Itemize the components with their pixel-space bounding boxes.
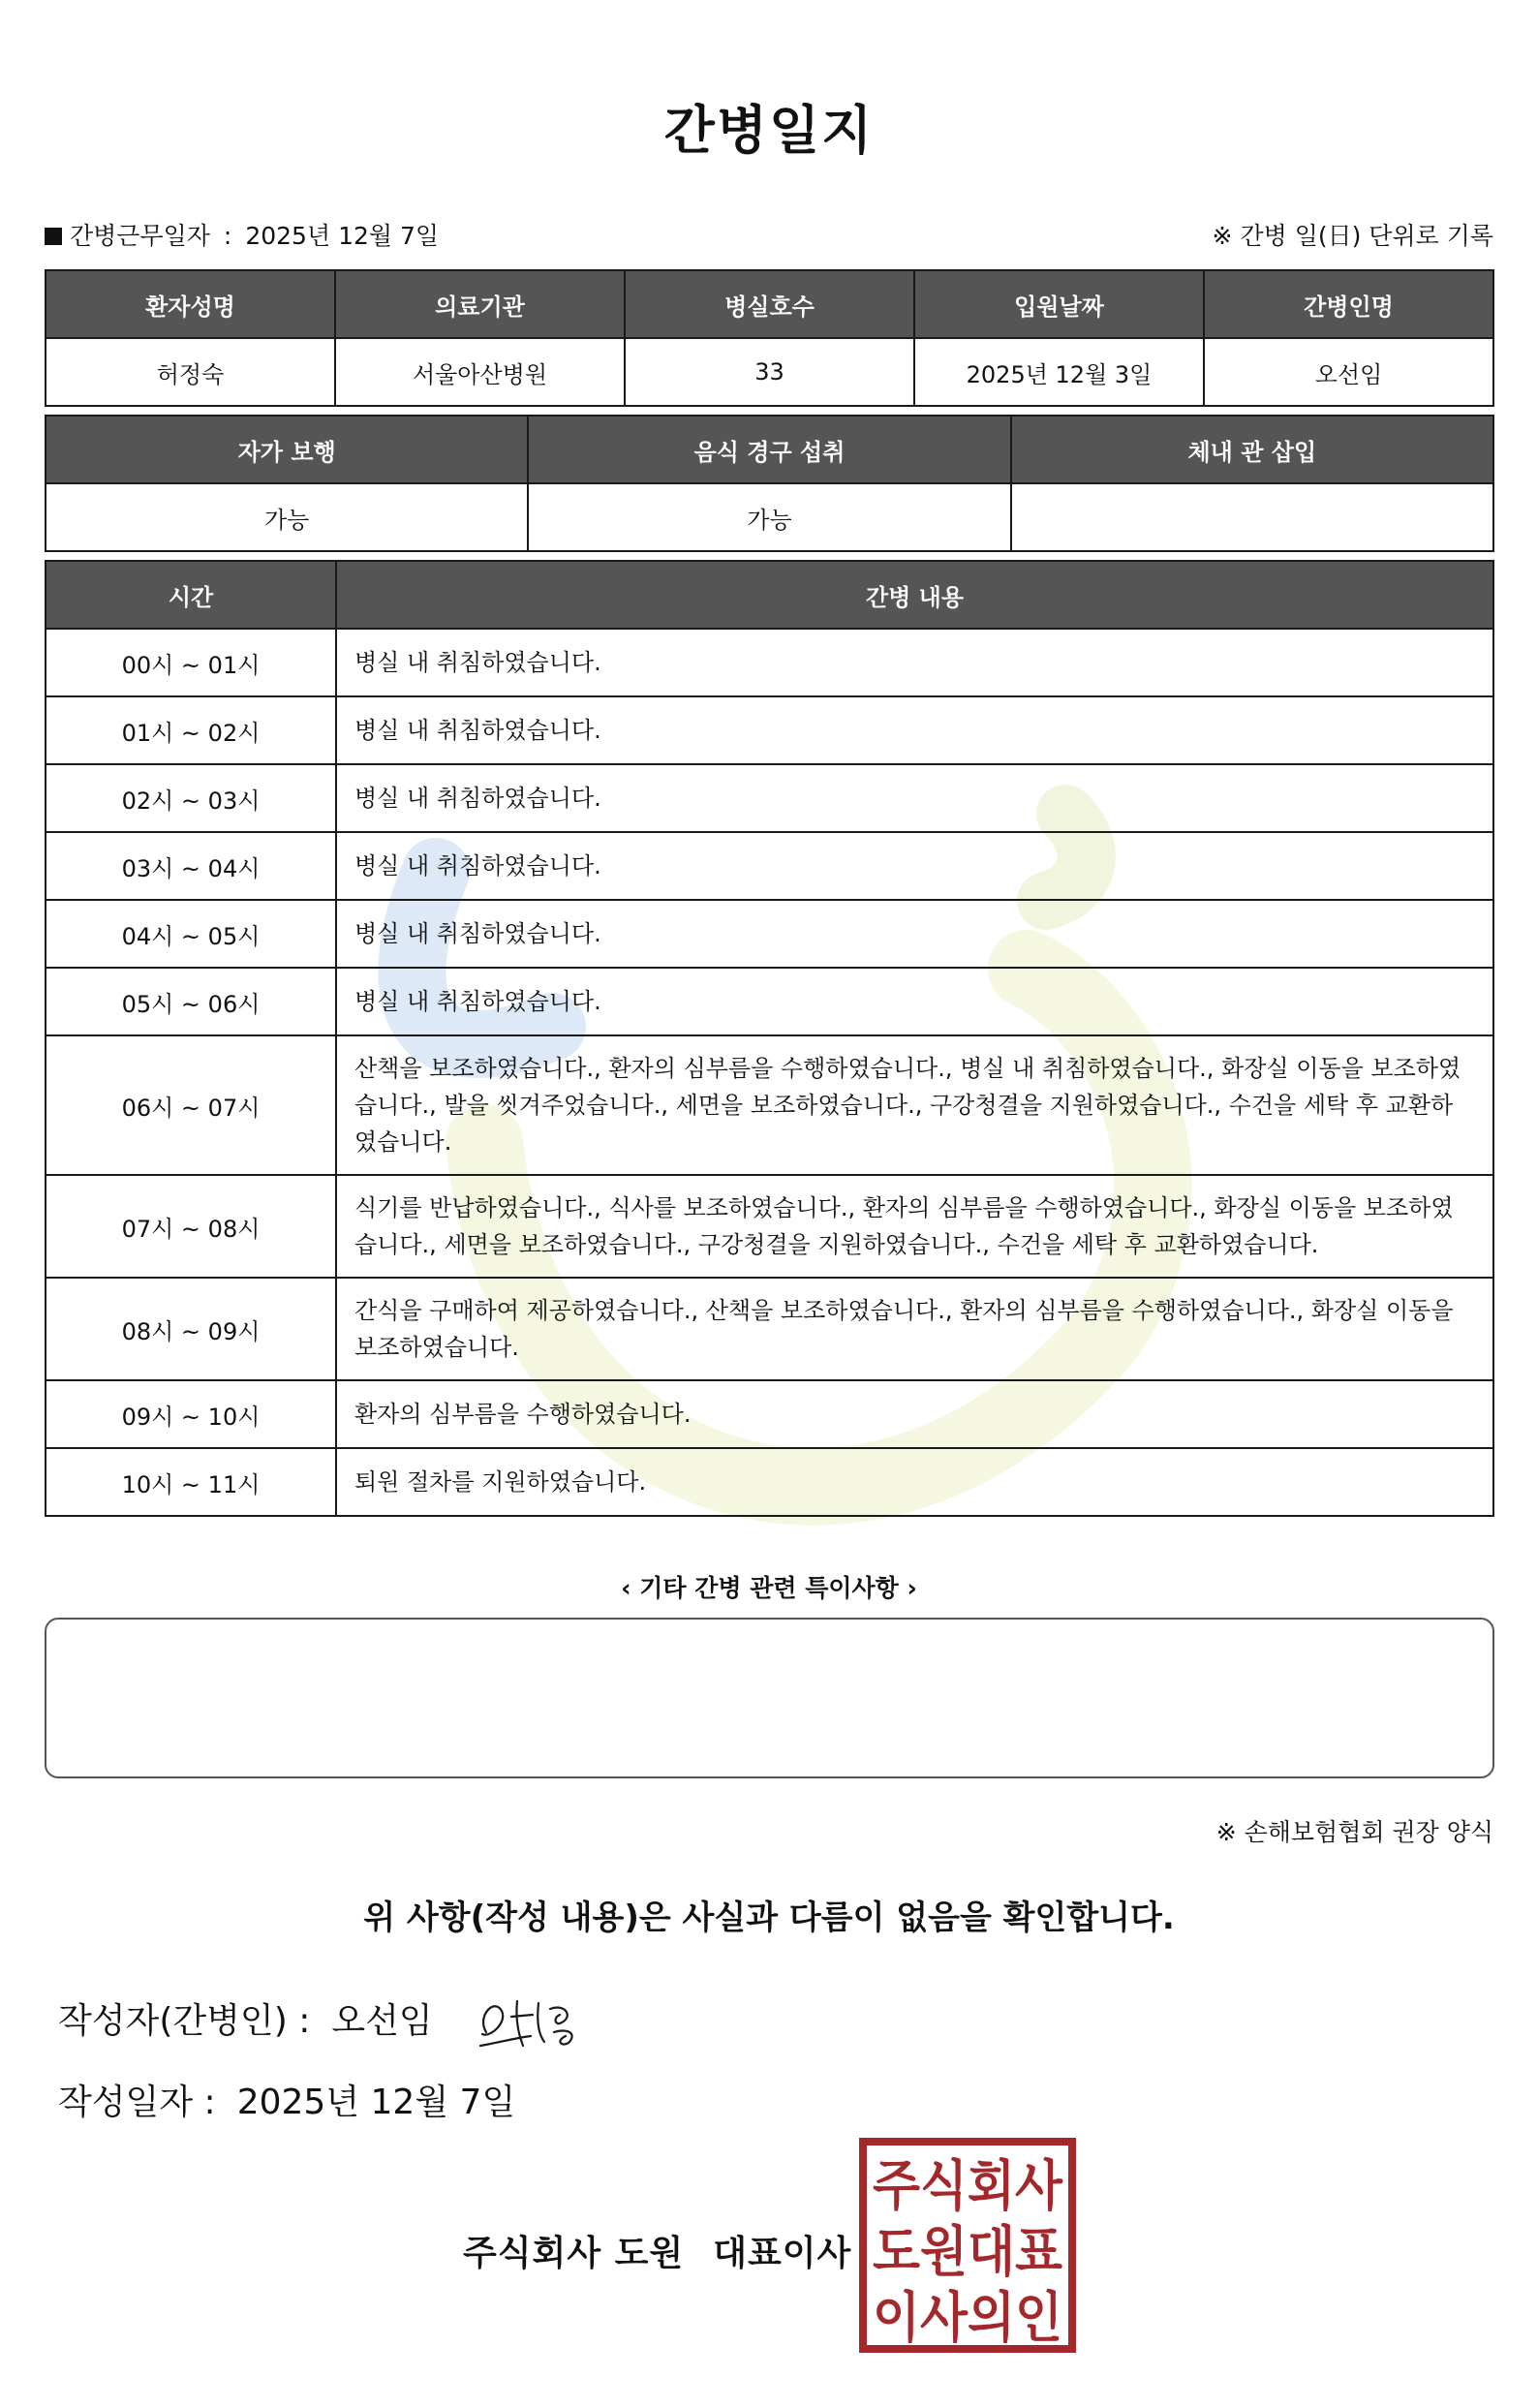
seal-line-2: 도원대표 — [873, 2221, 1062, 2284]
company-signoff — [463, 2226, 851, 2275]
status-header-row — [46, 416, 1493, 483]
writer-label: 작성자(간병인) — [58, 2001, 288, 2041]
header-room-number: 병실호수 — [625, 270, 914, 338]
write-date-line: 작성일자 : 2025년 12월 7일 — [58, 2083, 516, 2122]
write-date-value: 2025년 12월 7일 — [236, 2083, 516, 2122]
content-cell: 산책을 보조하였습니다., 환자의 심부름을 수행하였습니다., 병실 내 취침하였습니다., 화장실 이동을 보조하였습니다., 발을 씻겨주었습니다., 세면을 보조하였습니다., 구강청결을 지원하였습니다., 수건을 세탁 후 교환하였습니다. — [336, 1035, 1493, 1175]
table-row — [46, 1380, 1493, 1448]
table-row — [46, 1448, 1493, 1516]
time-cell: 07시 ~ 08시 — [46, 1175, 336, 1278]
header-hospital: 의료기관 — [335, 270, 625, 338]
confirmation-statement: 위 사항(작성 내용)은 사실과 다름이 없음을 확인합니다. — [363, 1899, 1175, 1937]
content-cell: 병실 내 취침하였습니다. — [336, 696, 1493, 764]
work-date: 간병근무일자 : 2025년 12월 7일 — [45, 217, 439, 252]
table-row — [46, 900, 1493, 968]
time-cell: 09시 ~ 10시 — [46, 1380, 336, 1448]
handwritten-signature — [473, 1988, 589, 2057]
table-row — [46, 1035, 1493, 1175]
time-cell: 05시 ~ 06시 — [46, 968, 336, 1035]
patient-name: 허정숙 — [46, 338, 335, 406]
association-note: ※ 손해보험협회 권장 양식 — [1215, 1818, 1493, 1846]
patient-info-header-row — [46, 270, 1493, 338]
caregiver-name: 오선임 — [1204, 338, 1493, 406]
content-cell: 병실 내 취침하였습니다. — [336, 968, 1493, 1035]
patient-info-table — [45, 269, 1494, 407]
time-cell: 01시 ~ 02시 — [46, 696, 336, 764]
header-care-content: 간병 내용 — [336, 561, 1493, 629]
table-row — [46, 764, 1493, 832]
header-patient-name: 환자성명 — [46, 270, 335, 338]
time-cell: 00시 ~ 01시 — [46, 629, 336, 696]
content-cell: 간식을 구매하여 제공하였습니다., 산책을 보조하였습니다., 환자의 심부름을 수행하였습니다., 화장실 이동을 보조하였습니다. — [336, 1278, 1493, 1380]
room-number: 33 — [625, 338, 914, 406]
seal-line-3: 이사의인 — [873, 2287, 1062, 2350]
table-row — [46, 832, 1493, 900]
header-time: 시간 — [46, 561, 336, 629]
document-title: 간병일지 — [663, 100, 875, 161]
time-cell: 06시 ~ 07시 — [46, 1035, 336, 1175]
patient-status-table — [45, 415, 1494, 552]
time-cell: 10시 ~ 11시 — [46, 1448, 336, 1516]
table-row — [46, 1175, 1493, 1278]
writer-name: 오선임 — [331, 2001, 433, 2041]
work-date-label: 간병근무일자 — [70, 222, 210, 250]
time-cell: 08시 ~ 09시 — [46, 1278, 336, 1380]
content-cell: 식기를 반납하였습니다., 식사를 보조하였습니다., 환자의 심부름을 수행하였습니다., 화장실 이동을 보조하였습니다., 세면을 보조하였습니다., 구강청결을 지원하였습니다., 수건을 세탁 후 교환하였습니다. — [336, 1175, 1493, 1278]
content-cell: 병실 내 취침하였습니다. — [336, 900, 1493, 968]
oral-intake-value: 가능 — [528, 483, 1010, 551]
time-cell: 04시 ~ 05시 — [46, 900, 336, 968]
header-self-walking: 자가 보행 — [46, 416, 528, 483]
self-walking-value: 가능 — [46, 483, 528, 551]
content-cell: 병실 내 취침하였습니다. — [336, 629, 1493, 696]
tube-insertion-value — [1011, 483, 1493, 551]
writer-line: 작성자(간병인) : 오선임 — [58, 2001, 433, 2041]
company-name: 주식회사 도원 — [463, 2234, 685, 2273]
special-notes-label: ‹ 기타 간병 관련 특이사항 › — [621, 1574, 917, 1602]
table-row — [46, 629, 1493, 696]
table-row — [46, 1278, 1493, 1380]
status-value-row — [46, 483, 1493, 551]
content-cell: 퇴원 절차를 지원하였습니다. — [336, 1448, 1493, 1516]
header-oral-intake: 음식 경구 섭취 — [528, 416, 1010, 483]
hospital-name: 서울아산병원 — [335, 338, 625, 406]
header-caregiver-name: 간병인명 — [1204, 270, 1493, 338]
special-notes-box — [45, 1618, 1494, 1778]
content-cell: 병실 내 취침하였습니다. — [336, 764, 1493, 832]
patient-info-value-row — [46, 338, 1493, 406]
time-cell: 02시 ~ 03시 — [46, 764, 336, 832]
time-cell: 03시 ~ 04시 — [46, 832, 336, 900]
care-log-header-row — [46, 561, 1493, 629]
table-row — [46, 968, 1493, 1035]
representative-title: 대표이사 — [713, 2234, 852, 2273]
square-bullet-icon — [45, 228, 62, 245]
company-seal-stamp — [858, 2137, 1077, 2354]
content-cell: 병실 내 취침하였습니다. — [336, 832, 1493, 900]
work-date-value: 2025년 12월 7일 — [245, 222, 440, 250]
table-row — [46, 696, 1493, 764]
seal-line-1: 주식회사 — [873, 2155, 1063, 2218]
content-cell: 환자의 심부름을 수행하였습니다. — [336, 1380, 1493, 1448]
care-log-table — [45, 560, 1494, 1517]
header-admission-date: 입원날짜 — [914, 270, 1204, 338]
admission-date: 2025년 12월 3일 — [914, 338, 1204, 406]
write-date-label: 작성일자 — [58, 2083, 194, 2122]
header-tube-insertion: 체내 관 삽입 — [1011, 416, 1493, 483]
record-unit-note: ※ 간병 일(日) 단위로 기록 — [1212, 222, 1493, 250]
